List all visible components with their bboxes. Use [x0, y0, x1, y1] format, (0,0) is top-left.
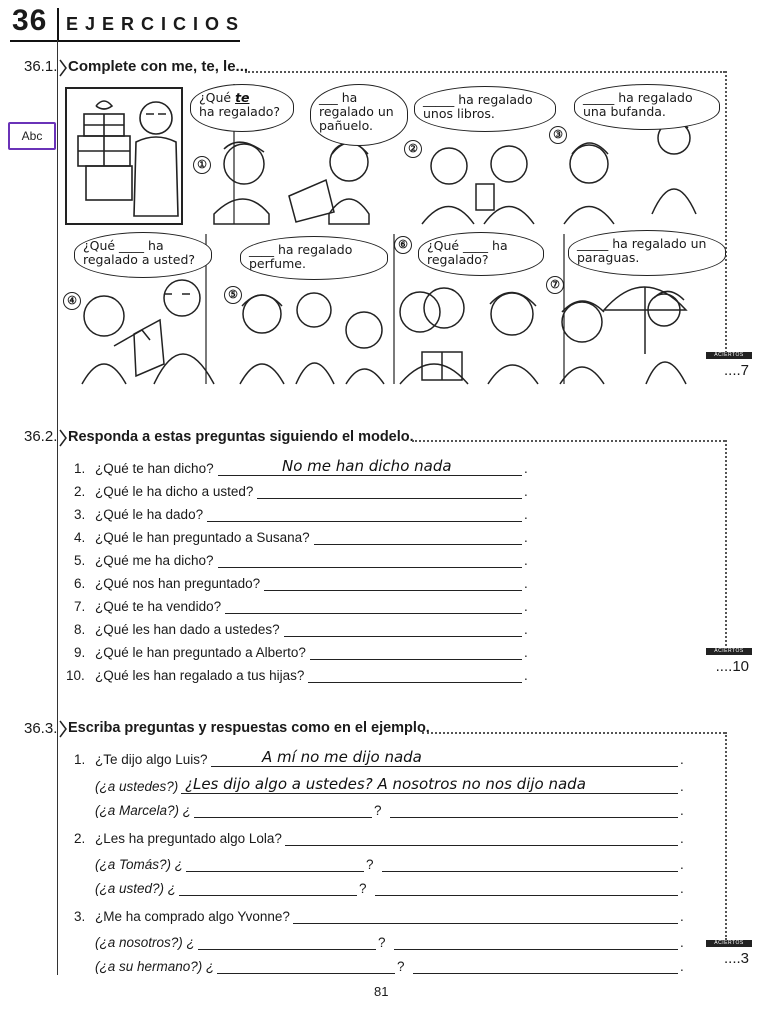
ex2-question: ¿Qué le ha dado?: [95, 507, 204, 522]
ex2-answer-line[interactable]: [314, 544, 522, 545]
ex2-answer-line[interactable]: [207, 521, 522, 522]
ex2-period: .: [524, 484, 528, 499]
panel-3-number: ③: [549, 126, 567, 144]
bubble-6: ¿Qué ____ ha regalado?: [418, 232, 544, 276]
ex3-answer-line[interactable]: [390, 817, 678, 818]
panel-5-number: ⑤: [224, 286, 242, 304]
page-number: 81: [374, 984, 389, 999]
ex1-number: 36.1.: [24, 58, 58, 75]
ex1-dotted-side: [725, 71, 727, 353]
ex2-answer-line[interactable]: [310, 659, 522, 660]
ex2-question: ¿Qué les han regalado a tus hijas?: [95, 668, 305, 683]
bubble-7: _____ ha regalado un paraguas.: [568, 230, 726, 276]
ex2-answer-line[interactable]: [218, 475, 522, 476]
ex2-dotted-rule: [412, 440, 725, 442]
ex2-dotted-side: [725, 440, 727, 650]
ex1-instruction: Complete con me, te, le...: [68, 58, 249, 75]
sidebar-badge[interactable]: Abc: [8, 122, 56, 150]
header-divider: [57, 8, 59, 40]
panel-2-number: ②: [404, 140, 422, 158]
header-rule: [10, 40, 240, 42]
ex3-prompt: (¿a usted?) ¿: [95, 881, 177, 896]
ex2-answer-line[interactable]: [257, 498, 522, 499]
ex2-period: .: [524, 530, 528, 545]
ex3-prompt: (¿a su hermano?) ¿: [95, 959, 215, 974]
ex3-prompt: (¿a ustedes?): [95, 779, 179, 794]
ex3-item-number: 3.: [74, 909, 86, 924]
ex1-score-label: ACIERTOS: [706, 352, 752, 359]
panel-1-number: ①: [193, 156, 211, 174]
ex3-instruction: Escriba preguntas y respuestas como en el ejemplo.: [68, 720, 430, 736]
ex3-period: .: [680, 752, 684, 767]
ex2-item-number: 2.: [74, 484, 86, 499]
ex2-item-number: 1.: [74, 461, 86, 476]
ex3-period: .: [680, 881, 684, 896]
panel-4-number: ④: [63, 292, 81, 310]
ex1-arrow-icon: [59, 59, 67, 77]
ex3-question-mark: ?: [378, 935, 386, 950]
bubble-5: ____ ha regalado perfume.: [240, 236, 388, 280]
ex3-period: .: [680, 909, 684, 924]
ex3-period: .: [680, 831, 684, 846]
ex3-period: .: [680, 857, 684, 872]
ex2-number: 36.2.: [24, 428, 58, 445]
ex2-answer-line[interactable]: [264, 590, 522, 591]
ex2-period: .: [524, 461, 528, 476]
ex3-question-line[interactable]: [186, 871, 364, 872]
bubble-1: [190, 84, 294, 132]
ex3-period: .: [680, 935, 684, 950]
ex1-dotted-rule: [245, 71, 725, 73]
ex2-item-number: 7.: [74, 599, 86, 614]
ex3-prompt: ¿Te dijo algo Luis?: [95, 752, 208, 767]
ex3-answer-line[interactable]: [394, 949, 678, 950]
ex3-answer-line[interactable]: [382, 871, 678, 872]
ex2-item-number: 9.: [74, 645, 86, 660]
ex2-item-number: 3.: [74, 507, 86, 522]
ex2-item-number: 8.: [74, 622, 86, 637]
bubble-1-text2: ha regalado?: [199, 104, 281, 119]
ex2-answer-line[interactable]: [284, 636, 522, 637]
ex3-answer-line[interactable]: [375, 895, 678, 896]
unit-number: 36: [12, 4, 48, 37]
ex2-question: ¿Qué le han preguntado a Alberto?: [95, 645, 306, 660]
ex3-prompt: ¿Me ha comprado algo Yvonne?: [95, 909, 290, 924]
bubble-1b: ___ ha regalado un pañuelo.: [310, 84, 408, 146]
ex3-question-line[interactable]: [217, 973, 395, 974]
ex3-period: .: [680, 803, 684, 818]
ex3-prompt: (¿a Marcela?) ¿: [95, 803, 192, 818]
ex3-answer-line[interactable]: [211, 766, 678, 767]
ex3-answer-line[interactable]: [285, 845, 678, 846]
ex3-item-number: 1.: [74, 752, 86, 767]
ex3-question-line[interactable]: [198, 949, 376, 950]
ex3-answer[interactable]: A mí no me dijo nada: [262, 748, 422, 766]
ex2-item-number: 6.: [74, 576, 86, 591]
ex3-question-mark: ?: [374, 803, 382, 818]
ex3-answer[interactable]: ¿Les dijo algo a ustedes? A nosotros no nos dijo nada: [185, 775, 586, 793]
ex2-score: ....10: [715, 658, 749, 675]
ex3-score-label: ACIERTOS: [706, 940, 752, 947]
ex2-question: ¿Qué te han dicho?: [95, 461, 214, 476]
ex1-score-box: [706, 352, 752, 386]
bubble-2: _____ ha regalado unos libros.: [414, 86, 556, 132]
ex3-score-box: [706, 940, 752, 974]
ex1-score: ....7: [723, 362, 749, 379]
ex2-item-number: 5.: [74, 553, 86, 568]
ex2-question: ¿Qué me ha dicho?: [95, 553, 214, 568]
ex3-question-line[interactable]: [179, 895, 357, 896]
ex2-answer-line[interactable]: [308, 682, 522, 683]
ex2-score-label: ACIERTOS: [706, 648, 752, 655]
bubble-4: ¿Qué ____ ha regalado a usted?: [74, 232, 212, 278]
ex2-period: .: [524, 622, 528, 637]
panel-6-number: ⑥: [394, 236, 412, 254]
ex3-prompt: (¿a Tomás?) ¿: [95, 857, 184, 872]
bubble-1-answer[interactable]: te: [235, 90, 250, 105]
ex3-answer-line[interactable]: [293, 923, 678, 924]
ex2-item-number: 4.: [74, 530, 86, 545]
ex3-period: .: [680, 779, 684, 794]
panel-7-number: ⑦: [546, 276, 564, 294]
ex3-period: .: [680, 959, 684, 974]
ex2-question: ¿Qué nos han preguntado?: [95, 576, 261, 591]
ex3-score: ....3: [723, 950, 749, 967]
ex2-answer-line[interactable]: [225, 613, 522, 614]
ex2-item-number: 10.: [66, 668, 85, 683]
ex2-period: .: [524, 599, 528, 614]
ex3-item-number: 2.: [74, 831, 86, 846]
ex2-period: .: [524, 553, 528, 568]
ex2-question: ¿Qué le han preguntado a Susana?: [95, 530, 310, 545]
ex3-arrow-icon: [59, 720, 67, 738]
ex2-score-box: [706, 648, 752, 682]
ex2-period: .: [524, 576, 528, 591]
ex3-question-mark: ?: [397, 959, 405, 974]
ex3-dotted-side: [725, 732, 727, 940]
ex2-answer-line[interactable]: [218, 567, 522, 568]
ex2-period: .: [524, 507, 528, 522]
ex3-answer-line[interactable]: [413, 973, 678, 974]
ex3-prompt: (¿a nosotros?) ¿: [95, 935, 195, 950]
margin-rule: [57, 40, 58, 975]
bubble-1-text: ¿Qué: [199, 90, 236, 105]
ex2-answer[interactable]: No me han dicho nada: [282, 457, 452, 475]
unit-title: EJERCICIOS: [66, 14, 246, 34]
ex3-question-mark: ?: [366, 857, 374, 872]
ex2-question: ¿Qué les han dado a ustedes?: [95, 622, 280, 637]
ex2-arrow-icon: [59, 429, 67, 447]
bubble-3: _____ ha regalado una bufanda.: [574, 84, 720, 130]
ex3-question-line[interactable]: [194, 817, 372, 818]
ex3-dotted-rule: [422, 732, 725, 734]
ex3-question-mark: ?: [359, 881, 367, 896]
ex3-number: 36.3.: [24, 720, 58, 737]
ex3-prompt: ¿Les ha preguntado algo Lola?: [95, 831, 282, 846]
ex3-answer-line[interactable]: [181, 793, 678, 794]
ex2-period: .: [524, 668, 528, 683]
ex2-question: ¿Qué te ha vendido?: [95, 599, 222, 614]
ex2-question: ¿Qué le ha dicho a usted?: [95, 484, 254, 499]
ex2-period: .: [524, 645, 528, 660]
ex2-instruction: Responda a estas preguntas siguiendo el modelo.: [68, 429, 414, 445]
